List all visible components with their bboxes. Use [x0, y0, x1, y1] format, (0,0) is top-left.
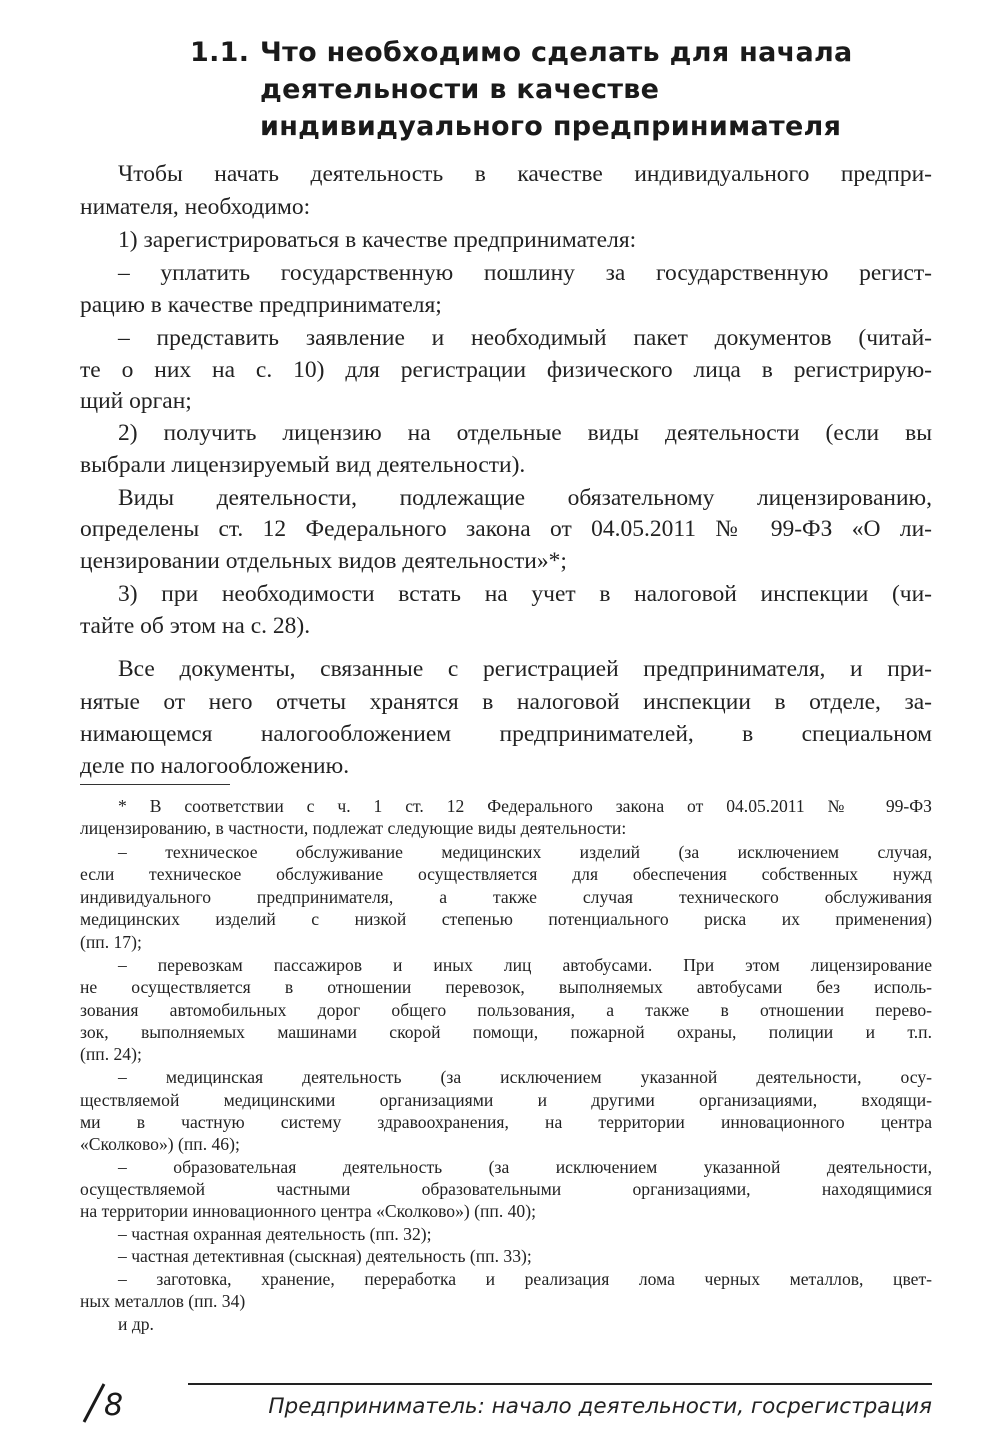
body-line: определены ст. 12 Федерального закона от 04.05.2011 № 99-ФЗ «О ли- [80, 516, 932, 542]
body-line: 1) зарегистрироваться в качестве предпринимателя: [118, 227, 637, 253]
body-line: Виды деятельности, подлежащие обязательному лицензированию, [118, 485, 932, 511]
body-line: Все документы, связанные с регистрацией предпринимателя, и при- [118, 656, 932, 682]
footnote-line: – перевозкам пассажиров и иных лиц автобусами. При этом лицензирование [118, 955, 932, 975]
body-line: те о них на с. 10) для регистрации физического лица в регистрирую- [80, 357, 932, 383]
section-title [260, 34, 880, 145]
footnote-line: если техническое обслуживание осуществляется для обеспечения собственных нужд [80, 864, 932, 884]
footer-divider [188, 1383, 932, 1385]
body-line: деле по налогообложению. [80, 753, 350, 779]
footnote-line: ми в частную систему здравоохранения, на территории инновационного центра [80, 1112, 932, 1132]
footnote-line: лицензированию, в частности, подлежат следующие виды деятельности: [80, 818, 627, 838]
body-line: щий орган; [80, 388, 192, 414]
body-line: – представить заявление и необходимый пакет документов (читай- [118, 325, 932, 351]
footnote-line: зования автомобильных дорог общего пользования, а также в отношении перево- [80, 1000, 932, 1020]
footnote-line: – медицинская деятельность (за исключением указанной деятельности, осу- [118, 1067, 932, 1087]
footnote-line: не осуществляется в отношении перевозок, выполняемых автобусами без исполь- [80, 977, 932, 997]
footnote-line: – частная детективная (сыскная) деятельность (пп. 33); [118, 1246, 532, 1266]
footnote-divider [80, 784, 230, 785]
footnote-line: ных металлов (пп. 34) [80, 1291, 246, 1311]
footnote-line: – частная охранная деятельность (пп. 32); [118, 1224, 432, 1244]
body-line: – уплатить государственную пошлину за государственную регист- [118, 260, 932, 286]
footnote-line: * В соответствии с ч. 1 ст. 12 Федерального закона от 04.05.2011 № 99-ФЗ [118, 796, 932, 816]
body-line: нимателя, необходимо: [80, 194, 311, 220]
footnote-line: зок, выполняемых машинами скорой помощи, пожарной охраны, полиции и т.п. [80, 1022, 932, 1042]
body-line: 3) при необходимости встать на учет в налоговой инспекции (чи- [118, 581, 932, 607]
footnote-line: индивидуального предпринимателя, а также случая технического обслуживания [80, 887, 932, 907]
body-line: нимающемся налогообложением предпринимателей, в специальном [80, 721, 932, 747]
page-number: 8 [104, 1388, 124, 1423]
footnote-line: ществляемой медицинскими организациями и другими организациями, входящи- [80, 1090, 932, 1110]
footnote-line: – образовательная деятельность (за исключением указанной деятельности, [118, 1157, 932, 1177]
body-line: нятые от него отчеты хранятся в налоговой инспекции в отделе, за- [80, 689, 932, 715]
section-title-line: Что необходимо сделать для начала [260, 37, 853, 68]
body-line: 2) получить лицензию на отдельные виды деятельности (если вы [118, 420, 932, 446]
footnote-line: – заготовка, хранение, переработка и реализация лома черных металлов, цвет- [118, 1269, 932, 1289]
section-title-line: индивидуального предпринимателя [260, 111, 842, 142]
body-line: тайте об этом на с. 28). [80, 613, 311, 639]
body-line: цензировании отдельных видов деятельности»*; [80, 548, 567, 574]
body-line: выбрали лицензируемый вид деятельности). [80, 452, 526, 478]
footnote-line: «Сколково») (пп. 46); [80, 1134, 240, 1154]
footnote-line: медицинских изделий с низкой степенью потенциального риска их применения) [80, 909, 932, 929]
footnote-line: и др. [118, 1314, 154, 1334]
footnote-line: – техническое обслуживание медицинских изделий (за исключением случая, [118, 842, 932, 862]
footnote-line: (пп. 24); [80, 1044, 142, 1064]
section-number: 1.1. [190, 37, 250, 68]
running-title: Предприниматель: начало деятельности, госрегистрация [268, 1394, 932, 1419]
section-title-line: деятельности в качестве [260, 74, 660, 105]
footnote-line: (пп. 17); [80, 932, 142, 952]
footnote-line: на территории инновационного центра «Сколково») (пп. 40); [80, 1201, 536, 1221]
body-line: Чтобы начать деятельность в качестве индивидуального предпри- [118, 161, 932, 187]
footnote-line: осуществляемой частными образовательными организациями, находящимися [80, 1179, 932, 1199]
body-line: рацию в качестве предпринимателя; [80, 292, 442, 318]
